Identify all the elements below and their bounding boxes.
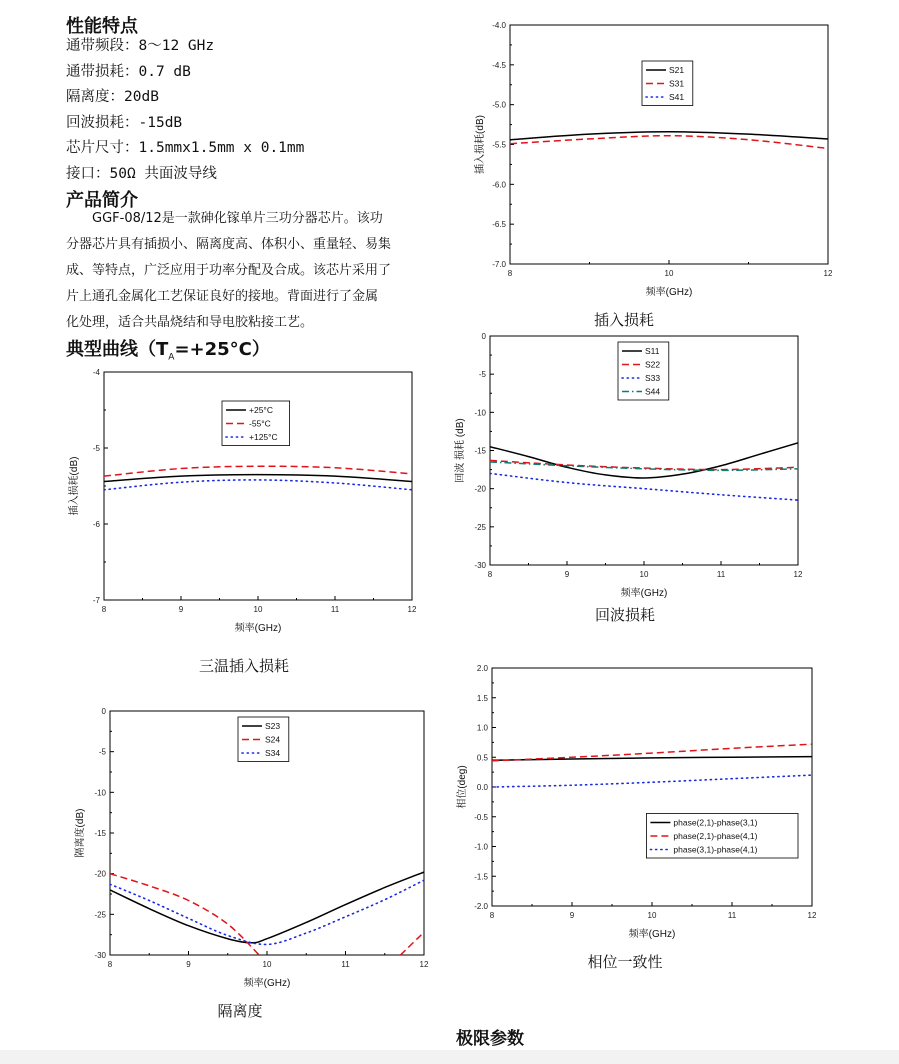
x-tick-label: 8 — [489, 911, 495, 920]
x-axis-label: 频率(GHz) — [243, 978, 291, 989]
y-tick-label: -7 — [92, 596, 100, 605]
y-axis-label: 相位(deg) — [457, 765, 468, 809]
x-tick-label: 8 — [107, 960, 113, 969]
x-tick-label: 10 — [639, 570, 649, 579]
spec-return-loss: 回波损耗：-15dB — [66, 114, 183, 131]
x-tick-label: 11 — [330, 605, 340, 614]
caption-temp-insertion-loss: 三温插入损耗 — [198, 657, 289, 675]
x-tick-label: 8 — [507, 269, 513, 278]
caption-isolation: 隔离度 — [217, 1002, 263, 1020]
y-tick-label: -15 — [94, 829, 106, 838]
y-tick-label: -5 — [98, 747, 106, 757]
footer-title: 极限参数 — [456, 1029, 524, 1049]
footer-bar — [0, 1050, 899, 1064]
caption-return-loss: 回波损耗 — [594, 606, 655, 624]
spec-chip-size: 芯片尺寸：1.5mmx1.5mm x 0.1mm — [66, 140, 305, 157]
y-tick-label: -20 — [94, 869, 106, 879]
spec-isolation: 隔离度：20dB — [66, 89, 159, 106]
y-tick-label: -4.0 — [492, 21, 506, 30]
spec-interface: 接口：50Ω 共面波导线 — [66, 165, 217, 182]
y-tick-label: -5 — [478, 370, 486, 380]
y-tick-label: -1.5 — [474, 872, 488, 882]
x-tick-label: 12 — [823, 269, 833, 278]
x-tick-label: 10 — [647, 911, 657, 920]
legend-label: S24 — [265, 734, 281, 745]
curves-title: 典型曲线$(T_A=+25^\circ C)$ — [66, 339, 270, 363]
x-tick-label: 12 — [807, 911, 817, 920]
x-tick-label: 11 — [727, 911, 737, 920]
x-tick-label: 11 — [716, 570, 726, 579]
y-tick-label: -30 — [94, 951, 106, 960]
y-tick-label: -6 — [92, 520, 100, 529]
y-axis-label: 回波 损耗 (dB) — [455, 418, 466, 483]
intro-title: 产品简介 — [66, 190, 138, 211]
y-tick-label: 1.5 — [476, 693, 488, 703]
legend — [646, 814, 798, 859]
legend-label: S33 — [645, 373, 661, 383]
spec-insertion-loss: 通带损耗：0.7 dB — [66, 63, 191, 80]
intro-line: 片上通孔金属化工艺保证良好的接地。背面进行了金属 — [66, 289, 379, 304]
legend-label: phase(2,1)-phase(3,1) — [673, 817, 758, 828]
intro-line: GGF-08/12是一款砷化镓单片三功分器芯片。该功 — [92, 211, 383, 226]
intro-line: 化处理，适合共晶烧结和导电胶粘接工艺。 — [66, 315, 314, 330]
y-tick-label: -5 — [92, 444, 100, 453]
x-tick-label: 9 — [186, 960, 191, 969]
y-tick-label: -10 — [94, 788, 106, 798]
y-tick-label: -20 — [474, 484, 486, 494]
y-tick-label: -6.5 — [492, 220, 506, 230]
legend-label: S21 — [669, 65, 685, 75]
x-tick-label: 10 — [664, 269, 674, 278]
x-tick-label: 9 — [569, 911, 575, 920]
legend-label: S11 — [645, 346, 660, 356]
x-axis-label: 频率(GHz) — [234, 623, 282, 634]
intro-line: 分器芯片具有插损小、隔离度高、体积小、重量轻、易集 — [66, 237, 392, 252]
caption-phase-consistency: 相位一致性 — [587, 953, 663, 971]
legend-label: S44 — [645, 386, 661, 397]
y-tick-label: 1.0 — [476, 723, 488, 733]
y-tick-label: -4.5 — [492, 60, 506, 70]
y-tick-label: -10 — [474, 408, 486, 418]
legend-label: +25°C — [249, 405, 273, 415]
plot-frame — [492, 668, 812, 906]
y-tick-label: -7.0 — [492, 260, 506, 269]
y-tick-label: 0 — [101, 707, 106, 716]
y-tick-label: -5.5 — [492, 140, 506, 150]
x-axis-label: 频率(GHz) — [620, 588, 668, 599]
legend-label: -55°C — [249, 418, 271, 429]
y-tick-label: -25 — [474, 522, 486, 532]
x-tick-label: 10 — [253, 605, 263, 614]
y-tick-label: -5.0 — [492, 100, 506, 110]
legend-label: S41 — [669, 92, 685, 102]
y-tick-label: 0.5 — [476, 753, 488, 763]
intro-line: 成、等特点，广泛应用于功率分配及合成。该芯片采用了 — [66, 263, 392, 278]
y-axis-label: 插入损耗(dB) — [69, 456, 80, 516]
y-tick-label: -2.0 — [474, 902, 488, 911]
y-tick-label: 0.0 — [476, 783, 488, 792]
y-tick-label: -6.0 — [492, 180, 506, 190]
x-tick-label: 12 — [407, 605, 417, 614]
legend-label: S34 — [265, 748, 281, 758]
x-tick-label: 8 — [101, 605, 107, 614]
y-tick-label: 0 — [481, 332, 486, 341]
y-tick-label: -30 — [474, 561, 486, 570]
features-title: 性能特点 — [66, 16, 138, 37]
x-tick-label: 8 — [487, 570, 493, 579]
x-tick-label: 12 — [793, 570, 803, 579]
caption-insertion-loss: 插入损耗 — [593, 311, 654, 329]
y-tick-label: -25 — [94, 910, 106, 920]
y-tick-label: -4 — [92, 368, 100, 377]
x-axis-label: 频率(GHz) — [628, 929, 676, 940]
y-axis-label: 插入损耗(dB) — [475, 115, 486, 174]
x-tick-label: 9 — [178, 605, 184, 614]
legend-label: S23 — [265, 721, 281, 731]
legend-label: S31 — [669, 78, 685, 89]
x-axis-label: 频率(GHz) — [645, 287, 693, 298]
y-tick-label: 2.0 — [476, 664, 488, 673]
spec-passband: 通带频段：8～12 GHz — [66, 38, 215, 54]
legend-label: phase(2,1)-phase(4,1) — [673, 831, 758, 841]
x-tick-label: 12 — [419, 960, 429, 969]
series-line-phase-3-1-phase-4-1- — [492, 775, 812, 787]
legend-label: +125°C — [249, 432, 278, 442]
y-tick-label: -1.0 — [474, 842, 488, 852]
x-tick-label: 11 — [341, 960, 350, 969]
x-tick-label: 9 — [564, 570, 570, 579]
legend-label: S22 — [645, 359, 661, 370]
y-tick-label: -15 — [474, 446, 486, 456]
y-axis-label: 隔离度(dB) — [75, 808, 86, 858]
x-tick-label: 10 — [262, 960, 272, 969]
y-tick-label: -0.5 — [474, 812, 488, 822]
legend-label: phase(3,1)-phase(4,1) — [673, 844, 758, 855]
